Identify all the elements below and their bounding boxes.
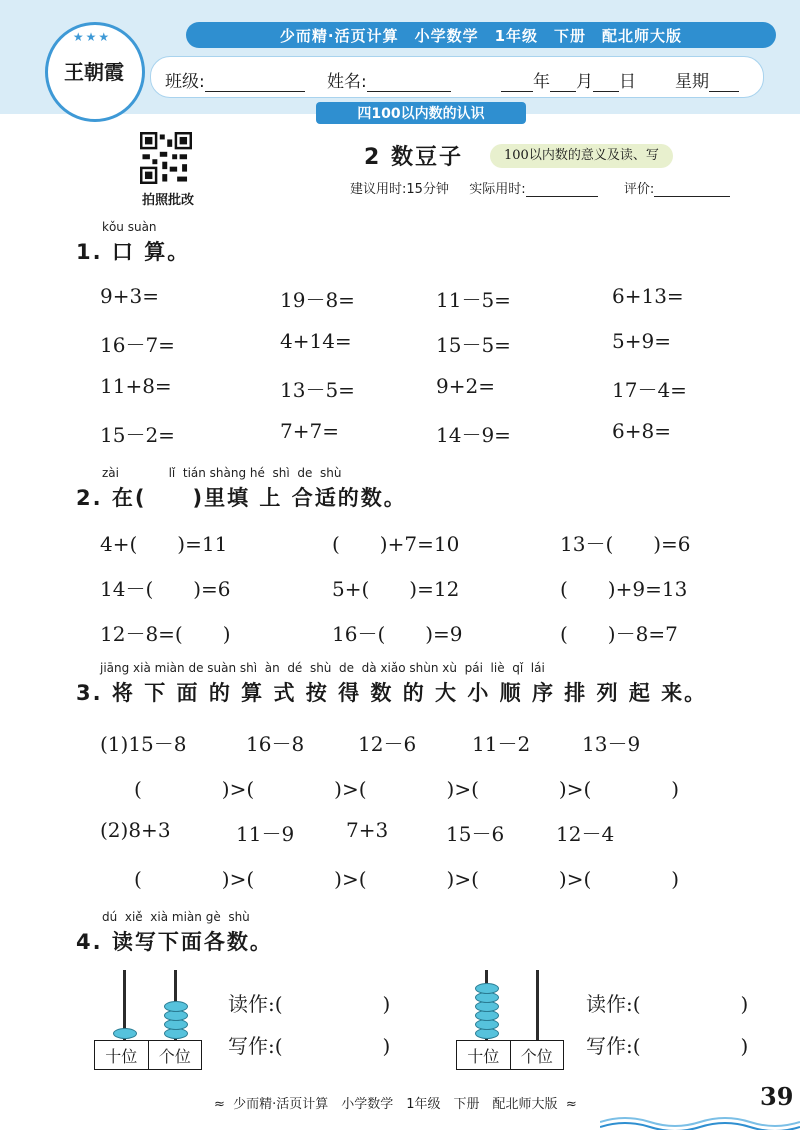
q3-pinyin: jiāng xià miàn de suàn shì àn dé shù de dà xiǎo shùn xù pái liè qǐ lái — [100, 661, 545, 675]
q3-expression: 13－9 — [582, 732, 641, 756]
q3-order-line[interactable]: ( )>( )>( )>( )>( ) — [134, 777, 680, 801]
q1-pinyin: kǒu suàn — [102, 220, 157, 234]
q4-title: 4. 读写下面各数。 — [76, 930, 273, 954]
unit-tab — [316, 102, 526, 124]
write-answer-1[interactable]: 写作:( ) — [228, 1034, 391, 1058]
class-label: 班级: — [165, 72, 205, 92]
q4-pinyin: dú xiě xià miàn gè shù — [102, 910, 250, 924]
unit-number: 四 — [357, 106, 372, 122]
tens-label: 十位 — [105, 1046, 138, 1066]
abacus-bead — [113, 1028, 137, 1039]
abacus-2 — [456, 966, 566, 1076]
evaluation-label: 评价: — [623, 182, 655, 197]
q1-item: 7+7= — [280, 419, 339, 443]
read-answer-2[interactable]: 读作:( ) — [586, 992, 749, 1016]
q2-item: ( )+7=10 — [332, 532, 460, 556]
lesson-subtitle: 100以内数的意义及读、写 — [490, 144, 673, 168]
week-label: 星期 — [675, 72, 709, 92]
qr-code-icon[interactable] — [140, 132, 192, 184]
abacus-bead — [164, 1001, 188, 1012]
actual-time-label: 实际用时: — [469, 182, 526, 197]
q2-pinyin: zài lǐ tián shàng hé shì de shù — [102, 466, 342, 480]
class-field[interactable] — [205, 75, 305, 92]
q1-item: 6+8= — [612, 419, 671, 443]
abacus-1 — [94, 966, 204, 1076]
name-field[interactable] — [367, 75, 451, 92]
q2-item: ( )+9=13 — [560, 577, 688, 601]
place-value-box — [94, 1040, 202, 1070]
q3-expression: 12－4 — [556, 822, 615, 846]
place-value-box — [456, 1040, 564, 1070]
page-number: 39 — [760, 1082, 794, 1111]
q2-item: 14－( )=6 — [100, 577, 231, 601]
name-label: 姓名: — [327, 72, 367, 92]
q2-item: 5+( )=12 — [332, 577, 460, 601]
q2-item: 13－( )=6 — [560, 532, 691, 556]
year-label: 年 — [533, 72, 550, 92]
q1-item: 4+14= — [280, 329, 352, 353]
write-answer-2[interactable]: 写作:( ) — [586, 1034, 749, 1058]
q1-item: 11+8= — [100, 374, 172, 398]
abacus-rod-ones — [536, 970, 539, 1042]
q1-item: 13－5= — [280, 378, 355, 402]
q3-expression: 11－2 — [472, 732, 531, 756]
q1-item: 9+2= — [436, 374, 495, 398]
day-label: 日 — [619, 72, 636, 92]
q1-item: 15－2= — [100, 423, 175, 447]
q3-title: 3. 将 下 面 的 算 式 按 得 数 的 大 小 顺 序 排 列 起 来。 — [76, 681, 708, 705]
q1-item: 9+3= — [100, 284, 159, 308]
star-icons: ★★★ — [72, 30, 112, 44]
q1-item: 11－5= — [436, 288, 511, 312]
month-field[interactable] — [550, 75, 576, 92]
ones-label: 个位 — [148, 1041, 202, 1069]
q2-title: 2. 在( )里填 上 合适的数。 — [76, 486, 407, 510]
day-field[interactable] — [593, 75, 619, 92]
q1-item: 15－5= — [436, 333, 511, 357]
student-info-bar — [150, 56, 764, 98]
actual-time-field[interactable] — [526, 180, 598, 197]
q1-item: 5+9= — [612, 329, 671, 353]
month-label: 月 — [576, 72, 593, 92]
unit-title: 100以内数的认识 — [371, 106, 485, 122]
year-field[interactable] — [501, 75, 533, 92]
ones-label: 个位 — [510, 1041, 564, 1069]
wave-decoration — [600, 1110, 800, 1130]
abacus-bead — [475, 983, 499, 994]
time-line — [350, 178, 730, 197]
q3-expression: 12－6 — [358, 732, 417, 756]
footer-series-text: ≈ 少而精·活页计算 小学数学 1年级 下册 配北师大版 ≈ — [214, 1097, 577, 1112]
evaluation-field[interactable] — [654, 180, 730, 197]
q2-item: 16－( )=9 — [332, 622, 463, 646]
week-field[interactable] — [709, 75, 739, 92]
series-title-bar: 少而精·活页计算 小学数学 1年级 下册 配北师大版 — [186, 22, 776, 48]
q2-item: 12－8=( ) — [100, 622, 231, 646]
q3-order-line[interactable]: ( )>( )>( )>( )>( ) — [134, 867, 680, 891]
q3-expression: 15－6 — [446, 822, 505, 846]
q2-item: ( )－8=7 — [560, 622, 678, 646]
suggested-time: 建议用时:15分钟 — [350, 182, 449, 197]
q1-title: 1. 口 算。 — [76, 240, 191, 264]
logo-text: 王朝霞 — [64, 60, 124, 84]
q3-expression: (2)8+3 — [100, 818, 171, 842]
tens-label: 十位 — [467, 1046, 500, 1066]
q1-item: 16－7= — [100, 333, 175, 357]
q3-expression: (1)15－8 — [100, 732, 187, 756]
q3-expression: 16－8 — [246, 732, 305, 756]
q1-item: 14－9= — [436, 423, 511, 447]
lesson-title: 2 数豆子 — [364, 145, 463, 170]
q3-expression: 7+3 — [346, 818, 389, 842]
qr-label: 拍照批改 — [141, 193, 194, 208]
q1-item: 19－8= — [280, 288, 355, 312]
read-answer-1[interactable]: 读作:( ) — [228, 992, 391, 1016]
q3-expression: 11－9 — [236, 822, 295, 846]
q2-item: 4+( )=11 — [100, 532, 228, 556]
q1-item: 6+13= — [612, 284, 684, 308]
q1-item: 17－4= — [612, 378, 687, 402]
